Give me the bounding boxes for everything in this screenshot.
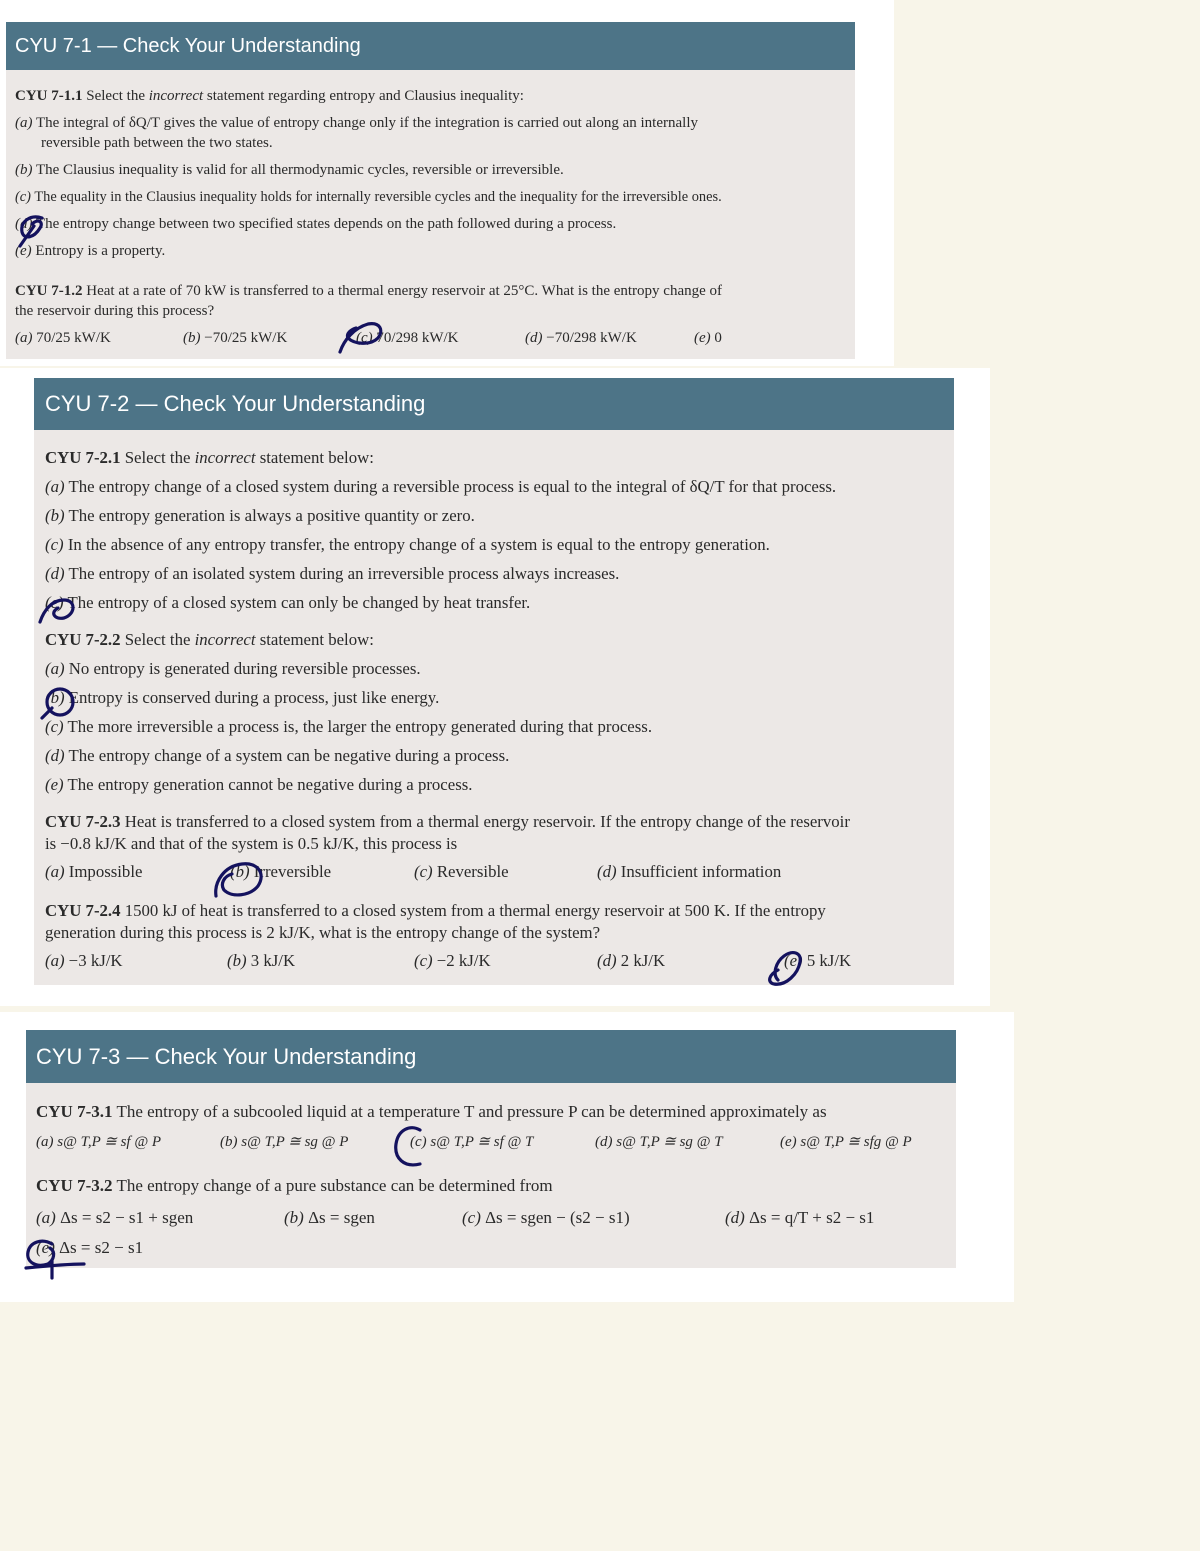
- option-label: (d): [595, 1134, 613, 1150]
- option-c[interactable]: [414, 862, 509, 882]
- option-label: (a): [45, 477, 65, 496]
- option-text: s@ T,P ≅ sg @ T: [616, 1134, 723, 1150]
- handwritten-answer-circle: [210, 856, 268, 902]
- handwritten-answer-mark: [22, 1234, 92, 1280]
- option-label: (c): [356, 330, 373, 346]
- stem-text: Heat at a rate of 70 kW is transferred to a thermal energy reservoir at 25°C. What is the entropy change of: [86, 283, 723, 299]
- option-label: (c): [410, 1134, 427, 1150]
- question-id: CYU 7-1.2: [15, 283, 83, 299]
- option-text: The entropy of a closed system can only be changed by heat transfer.: [67, 593, 531, 612]
- option-a[interactable]: [36, 1208, 193, 1228]
- option-text: s@ T,P ≅ sfg @ P: [800, 1134, 912, 1150]
- option-text: Impossible: [68, 862, 143, 881]
- option-d[interactable]: [595, 1132, 723, 1151]
- option-text: 3 kJ/K: [250, 951, 296, 970]
- option-text: 5 kJ/K: [806, 951, 852, 970]
- question-id: CYU 7-2.4: [45, 901, 121, 920]
- option-label: (b): [284, 1208, 304, 1227]
- option-label: (e): [36, 1238, 55, 1257]
- option-label: (d): [597, 862, 617, 881]
- question-stem: [15, 283, 722, 300]
- question-id: CYU 7-2.3: [45, 812, 121, 831]
- option-label: (e): [694, 330, 711, 346]
- option-b[interactable]: [183, 330, 287, 347]
- option-text: s@ T,P ≅ sg @ P: [241, 1134, 349, 1150]
- stem-text: Select the: [124, 448, 191, 467]
- stem-text: Select the: [124, 630, 191, 649]
- handwritten-answer-mark: [12, 210, 52, 250]
- option-label: (c): [414, 862, 433, 881]
- stem-text: generation during this process is 2 kJ/K, what is the entropy change of the system?: [45, 923, 601, 942]
- option-label: (d): [597, 951, 617, 970]
- option-d[interactable]: [725, 1208, 874, 1228]
- question-stem: [36, 1176, 553, 1196]
- option-text: Entropy is conserved during a process, just like energy.: [68, 688, 440, 707]
- option-c[interactable]: [45, 535, 770, 555]
- option-text: s@ T,P ≅ sf @ T: [430, 1134, 534, 1150]
- option-c[interactable]: [45, 717, 652, 737]
- option-text: Reversible: [436, 862, 509, 881]
- stem-emphasis: incorrect: [148, 88, 204, 104]
- option-text: No entropy is generated during reversible processes.: [68, 659, 421, 678]
- option-label: (e): [780, 1134, 797, 1150]
- option-b[interactable]: [45, 688, 439, 708]
- option-text: −2 kJ/K: [436, 951, 491, 970]
- stem-text: statement below:: [259, 630, 374, 649]
- option-d[interactable]: [597, 862, 781, 882]
- handwritten-answer-circle: [38, 684, 78, 722]
- option-e[interactable]: [45, 775, 472, 795]
- option-text: Δs = s2 − s1 + sgen: [60, 1208, 194, 1227]
- question-stem: [45, 630, 374, 650]
- option-text: Δs = sgen: [308, 1208, 375, 1227]
- option-d[interactable]: [597, 951, 665, 971]
- handwritten-answer-mark: [760, 944, 808, 990]
- option-label: (e): [45, 775, 64, 794]
- option-c[interactable]: [15, 189, 722, 206]
- option-text: 70/25 kW/K: [36, 330, 111, 346]
- option-text: Insufficient information: [620, 862, 782, 881]
- option-a[interactable]: [45, 477, 836, 497]
- option-a[interactable]: [15, 330, 111, 347]
- option-label: (e): [15, 243, 32, 259]
- option-text: The Clausius inequality is valid for all thermodynamic cycles, reversible or irreversible.: [35, 162, 564, 178]
- option-label: (a): [45, 659, 65, 678]
- option-a-continued: [41, 135, 273, 152]
- handwritten-answer-circle: [334, 314, 386, 358]
- stem-text: statement regarding entropy and Clausius inequality:: [206, 88, 524, 104]
- stem-text: 1500 kJ of heat is transferred to a closed system from a thermal energy reservoir at 500 K. If the entropy: [124, 901, 826, 920]
- section-cyu-7-2: [34, 378, 954, 985]
- option-text: −70/25 kW/K: [204, 330, 288, 346]
- section-cyu-7-3: [26, 1030, 956, 1268]
- stem-text: the reservoir during this process?: [15, 303, 215, 319]
- option-e[interactable]: [694, 330, 722, 347]
- option-b[interactable]: [220, 1132, 348, 1151]
- option-label: (d): [45, 746, 65, 765]
- option-text: The entropy change of a system can be negative during a process.: [68, 746, 510, 765]
- section-title: CYU 7-1 — Check Your Understanding: [15, 34, 361, 57]
- question-id: CYU 7-2.2: [45, 630, 121, 649]
- option-text: The entropy change of a closed system during a reversible process is equal to the integral of δQ/T for that process.: [68, 477, 837, 496]
- option-label: (b): [220, 1134, 238, 1150]
- stem-text: Select the: [86, 88, 145, 104]
- stem-text: The entropy of a subcooled liquid at a temperature T and pressure P can be determined approximately as: [116, 1102, 827, 1121]
- option-e[interactable]: [45, 593, 530, 613]
- option-a[interactable]: [36, 1132, 161, 1151]
- section-cyu-7-1: [6, 22, 855, 359]
- option-e[interactable]: [780, 1132, 912, 1151]
- question-stem-continued: [15, 303, 214, 320]
- option-text: 0: [714, 330, 722, 346]
- question-stem: [36, 1102, 827, 1122]
- option-label: (a): [45, 862, 65, 881]
- stem-text: statement below:: [259, 448, 374, 467]
- section-header: [34, 378, 954, 430]
- option-text: Irreversible: [253, 862, 332, 881]
- option-text: −3 kJ/K: [68, 951, 123, 970]
- option-label: (c): [45, 717, 64, 736]
- option-label: (b): [230, 862, 250, 881]
- option-c[interactable]: [414, 951, 491, 971]
- option-text: Entropy is a property.: [35, 243, 166, 259]
- option-text: The entropy generation is always a positive quantity or zero.: [68, 506, 475, 525]
- option-text: The integral of δQ/T gives the value of entropy change only if the integration is carried out along an internally: [35, 115, 698, 131]
- option-b[interactable]: [45, 506, 475, 526]
- option-a[interactable]: [15, 115, 698, 132]
- option-label: (b): [45, 506, 65, 525]
- option-text: 2 kJ/K: [620, 951, 666, 970]
- option-label: (c): [15, 189, 31, 205]
- option-text: The equality in the Clausius inequality holds for internally reversible cycles and the inequality for the irreversible ones.: [34, 189, 722, 205]
- question-stem: [45, 448, 374, 468]
- option-label: (e): [45, 593, 64, 612]
- option-b[interactable]: [227, 951, 295, 971]
- section-title: CYU 7-2 — Check Your Understanding: [45, 391, 426, 416]
- option-text: reversible path between the two states.: [41, 135, 273, 151]
- option-label: (d): [15, 216, 33, 232]
- question-stem-continued: [45, 834, 457, 854]
- option-text: s@ T,P ≅ sf @ P: [57, 1134, 162, 1150]
- option-text: Δs = sgen − (s2 − s1): [485, 1208, 630, 1227]
- question-id: CYU 7-3.2: [36, 1176, 113, 1195]
- option-a[interactable]: [45, 951, 123, 971]
- question-stem: [45, 901, 826, 921]
- question-id: CYU 7-3.1: [36, 1102, 113, 1121]
- handwritten-answer-mark: [36, 592, 78, 626]
- option-text: The entropy generation cannot be negative during a process.: [67, 775, 473, 794]
- option-a[interactable]: [45, 862, 142, 882]
- option-label: (a): [36, 1208, 56, 1227]
- option-label: (c): [414, 951, 433, 970]
- stem-text: Heat is transferred to a closed system from a thermal energy reservoir. If the entropy change of the reservoir: [124, 812, 850, 831]
- option-label: (c): [462, 1208, 481, 1227]
- section-title: CYU 7-3 — Check Your Understanding: [36, 1043, 417, 1069]
- option-text: Δs = q/T + s2 − s1: [749, 1208, 875, 1227]
- option-text: The entropy change between two specified states depends on the path followed during a process.: [35, 216, 617, 232]
- question-stem-continued: [45, 923, 600, 943]
- option-text: The entropy of an isolated system during an irreversible process always increases.: [68, 564, 620, 583]
- option-text: 70/298 kW/K: [376, 330, 459, 346]
- stem-emphasis: incorrect: [194, 630, 256, 649]
- option-label: (a): [15, 330, 33, 346]
- option-d[interactable]: [15, 216, 616, 233]
- option-label: (b): [183, 330, 201, 346]
- option-label: (e): [784, 951, 803, 970]
- option-text: −70/298 kW/K: [546, 330, 637, 346]
- option-label: (a): [45, 951, 65, 970]
- option-label: (a): [36, 1134, 54, 1150]
- section-header: [6, 22, 855, 70]
- option-text: In the absence of any entropy transfer, the entropy change of a system is equal to the entropy generation.: [67, 535, 770, 554]
- option-text: The more irreversible a process is, the larger the entropy generated during that process.: [67, 717, 653, 736]
- question-id: CYU 7-1.1: [15, 88, 83, 104]
- question-stem: [15, 88, 524, 105]
- stem-emphasis: incorrect: [194, 448, 256, 467]
- option-d[interactable]: [45, 746, 509, 766]
- option-b[interactable]: [284, 1208, 375, 1228]
- section-header: [26, 1030, 956, 1083]
- option-label: (b): [15, 162, 33, 178]
- option-a[interactable]: [45, 659, 421, 679]
- option-label: (c): [45, 535, 64, 554]
- option-label: (d): [525, 330, 543, 346]
- option-label: (d): [725, 1208, 745, 1227]
- option-b[interactable]: [15, 162, 564, 179]
- option-label: (b): [45, 688, 65, 707]
- stem-text: is −0.8 kJ/K and that of the system is 0.5 kJ/K, this process is: [45, 834, 458, 853]
- option-label: (b): [227, 951, 247, 970]
- option-c[interactable]: [462, 1208, 630, 1228]
- question-id: CYU 7-2.1: [45, 448, 121, 467]
- option-d[interactable]: [525, 330, 637, 347]
- stem-text: The entropy change of a pure substance can be determined from: [116, 1176, 553, 1195]
- option-label: (a): [15, 115, 33, 131]
- option-label: (d): [45, 564, 65, 583]
- handwritten-answer-circle: [390, 1120, 432, 1172]
- question-stem: [45, 812, 850, 832]
- option-text: Δs = s2 − s1: [59, 1238, 144, 1257]
- option-d[interactable]: [45, 564, 619, 584]
